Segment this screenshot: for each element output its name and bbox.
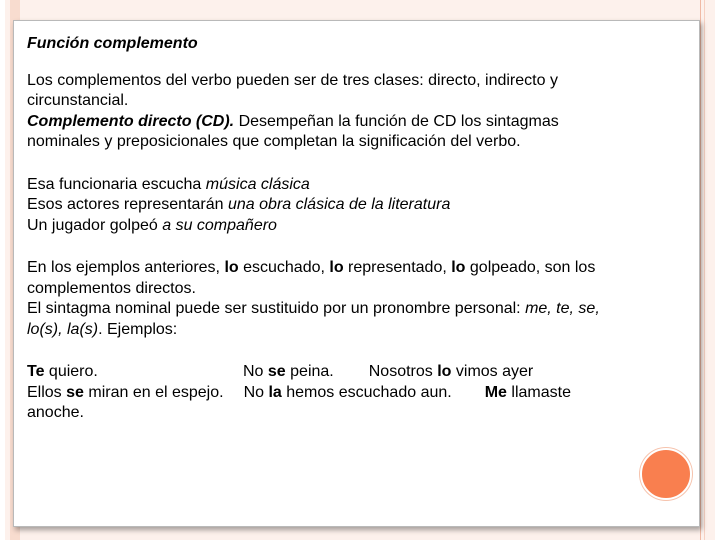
pronoun-example-2-text: peina. (285, 363, 334, 380)
analysis-paragraph-2 (27, 299, 687, 320)
analysis-paragraph-1 (27, 258, 687, 279)
pronoun-se-2: se (66, 383, 84, 401)
analysis-text-a: En los ejemplos anteriores, (27, 259, 225, 276)
analysis-p2-text: El sintagma nominal puede ser sustituido por un pronombre personal: (27, 300, 526, 317)
pronoun-list-2: lo(s), la(s) (27, 320, 99, 338)
pronoun-example-4-pre: Ellos (27, 383, 67, 401)
pronoun-lo-3: lo (451, 259, 466, 276)
pronoun-example-1-text: quiero. (44, 363, 98, 380)
pronoun-me: Me (484, 383, 507, 401)
analysis-p2-end: . Ejemplos: (98, 320, 178, 338)
pronoun-example-3 (369, 363, 533, 380)
slide-title: Función complemento (27, 35, 198, 52)
cd-definition (27, 112, 687, 133)
example-2-cd: una obra clásica de la literatura (228, 196, 451, 213)
cd-text-2: nominales y preposicionales que completan la significación del verbo. (27, 133, 521, 150)
cd-text-1: Desempeñan la función de CD los sintagmas (234, 112, 559, 130)
pronoun-lo-2: lo (329, 259, 344, 276)
pronoun-example-2 (243, 363, 334, 380)
cd-label: Complemento directo (CD). (27, 112, 235, 130)
example-3-cd: a su compañero (162, 216, 277, 234)
pronoun-lo-1: lo (224, 259, 239, 276)
decorative-circle (640, 448, 692, 500)
example-3 (27, 216, 687, 237)
intro-line-1: Los complementos del verbo pueden ser de tres clases: directo, indirecto y (27, 71, 558, 89)
example-1-text: Esa funcionaria escucha (27, 175, 206, 193)
pronoun-list-1: me, te, se, (525, 300, 600, 317)
right-rail-line-outer (704, 0, 705, 540)
pronoun-example-6 (485, 384, 571, 401)
pronoun-example-4 (27, 384, 224, 401)
analysis-paragraph-2-line-2 (27, 320, 687, 341)
analysis-line-2: complementos directos. (27, 279, 196, 297)
analysis-text-d: golpeado, son los (465, 259, 596, 276)
pronoun-example-5 (244, 384, 452, 401)
pronoun-examples-line-2 (27, 383, 687, 404)
pronoun-example-6-text: llamaste (506, 383, 571, 401)
pronoun-example-5-text: hemos escuchado aun. (281, 383, 452, 401)
example-2-text: Esos actores representarán (27, 196, 228, 213)
analysis-text-b: escuchado, (238, 259, 330, 276)
pronoun-te: Te (27, 363, 45, 380)
slide-content (27, 34, 687, 424)
pronoun-lo: lo (437, 363, 452, 380)
pronoun-example-3-text: vimos ayer (451, 363, 534, 380)
pronoun-examples-line-1 (27, 362, 687, 383)
example-3-text: Un jugador golpeó (27, 216, 163, 234)
pronoun-example-1 (27, 362, 162, 383)
analysis-text-c: representado, (343, 259, 452, 276)
intro-line-2: circunstancial. (27, 92, 129, 109)
pronoun-se-1: se (267, 363, 286, 380)
pronoun-examples-line-3: anoche. (27, 404, 84, 421)
pronoun-example-5-pre: No (243, 383, 269, 401)
right-rail-line (700, 0, 701, 540)
pronoun-example-2-pre: No (243, 363, 268, 380)
pronoun-example-4-text: miran en el espejo. (83, 383, 224, 401)
pronoun-la: la (268, 383, 282, 401)
example-1-cd: música clásica (205, 175, 310, 193)
example-1 (27, 175, 687, 196)
pronoun-example-3-pre: Nosotros (368, 363, 438, 380)
example-2 (27, 195, 687, 216)
